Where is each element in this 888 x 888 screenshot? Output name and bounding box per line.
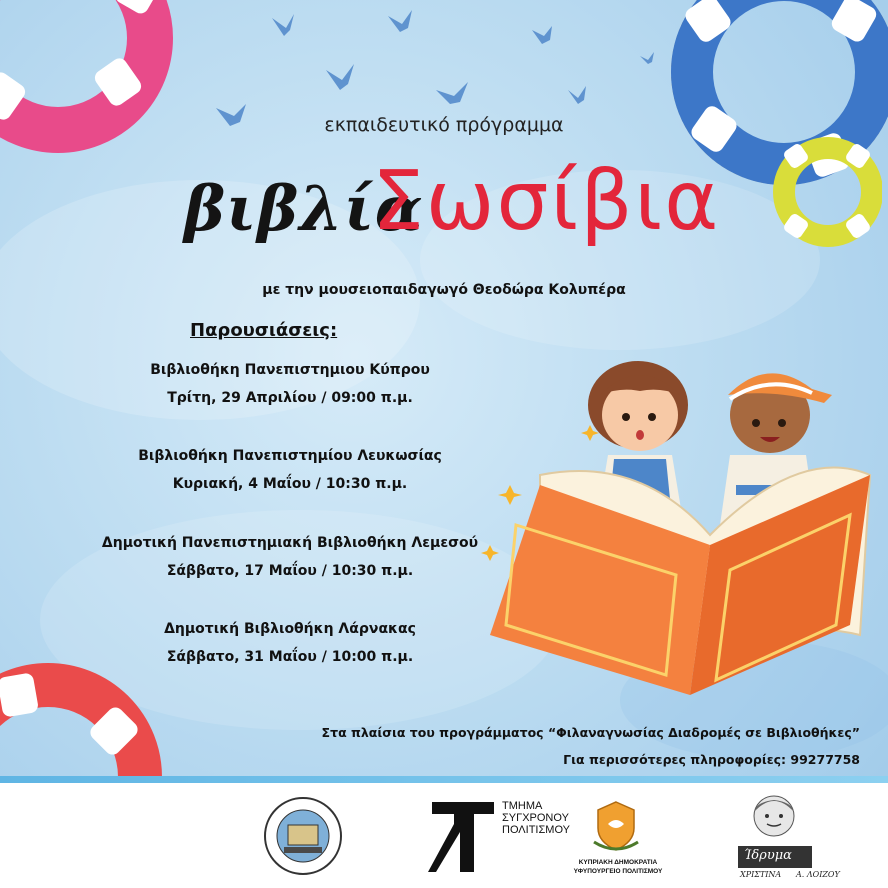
bird-icon <box>568 86 586 104</box>
bird-icon <box>532 26 552 44</box>
yellow-lifebuoy-icon <box>772 130 882 250</box>
cyprus-emblem-icon <box>588 798 644 854</box>
contemporary-culture-logo-text <box>502 800 570 836</box>
venue-date: Σάββατο, 17 Μαΐου / 10:30 π.μ. <box>166 563 414 579</box>
presentation-item <box>80 615 500 671</box>
contact-info: Για περισσότερες πληροφορίες: 99277758 <box>563 752 860 767</box>
divider <box>0 776 888 783</box>
title-part-books: βιβλία <box>184 172 424 245</box>
foundation-surname: Α. ΛΟΙΖΟΥ <box>796 870 840 879</box>
logo-line: ΠΟΛΙΤΙΣΜΟΥ <box>502 824 570 836</box>
open-book-illustration <box>490 468 870 696</box>
pink-lifebuoy-icon <box>0 0 200 180</box>
venue-date: Κυριακή, 4 Μαΐου / 10:30 π.μ. <box>172 476 408 492</box>
bird-icon <box>272 14 294 36</box>
presentation-item <box>80 529 500 585</box>
contemporary-culture-logo-icon <box>428 798 498 878</box>
logo-line: ΚΥΠΡΙΑΚΗ ΔΗΜΟΚΡΑΤΙΑ <box>578 859 658 866</box>
foundation-name: ΧΡΙΣΤΙΝΑ <box>740 870 782 879</box>
venue-name: Δημοτική Πανεπιστημιακή Βιβλιοθήκη Λεμεσού <box>101 535 479 551</box>
sparkle-icon <box>498 485 522 505</box>
bird-icon <box>640 52 654 64</box>
logo-line: ΥΦΥΠΟΥΡΓΕΙΟ ΠΟΛΙΤΙΣΜΟΥ <box>573 868 663 875</box>
educator-line: με την μουσειοπαιδαγωγό Θεοδώρα Κολυπέρα <box>262 282 626 298</box>
program-subtitle: εκπαιδευτικό πρόγραμμα <box>324 114 564 136</box>
library-association-logo <box>262 795 344 877</box>
program-title <box>180 148 720 258</box>
program-note: Στα πλαίσια του προγράμματος “Φιλαναγνωσίας Διαδρομές σε Βιβλιοθήκες” <box>321 725 860 740</box>
logo-line: ΤΜΗΜΑ <box>502 800 543 812</box>
cyprus-ministry-text <box>572 858 664 876</box>
presentation-item <box>80 356 500 412</box>
venue-name: Δημοτική Βιβλιοθήκη Λάρνακας <box>164 621 416 637</box>
presentation-item <box>80 442 500 498</box>
venue-date: Σάββατο, 31 Μαΐου / 10:00 π.μ. <box>166 649 414 665</box>
presentations-heading: Παρουσιάσεις: <box>190 320 338 341</box>
venue-name: Βιβλιοθήκη Πανεπιστημιου Κύπρου <box>150 362 430 378</box>
logo-line: ΣΥΓΧΡΟΝΟΥ <box>502 812 569 824</box>
bird-icon <box>388 10 412 32</box>
bird-icon <box>436 82 468 104</box>
title-part-lifebuoys: Σωσίβια <box>372 154 721 249</box>
bird-icon <box>326 64 354 90</box>
foundation-word: Ίδρυμα <box>744 848 792 863</box>
venue-name: Βιβλιοθήκη Πανεπιστημίου Λευκωσίας <box>138 448 442 464</box>
kids-reading-book-illustration <box>480 355 880 700</box>
venue-date: Τρίτη, 29 Απριλίου / 09:00 π.μ. <box>167 390 413 406</box>
